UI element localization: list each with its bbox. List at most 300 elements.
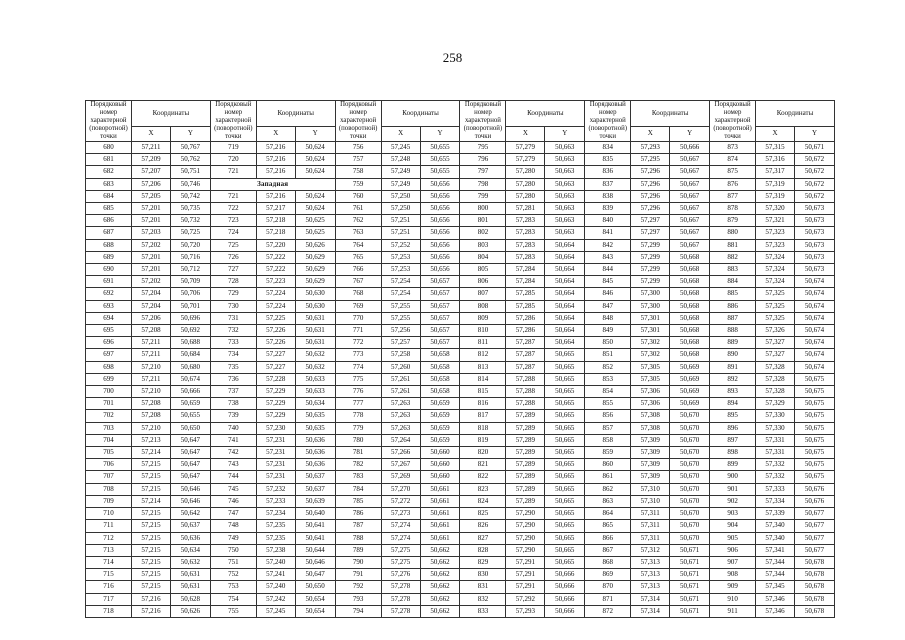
x-cell: 57,291 (506, 556, 545, 568)
y-cell: 50,671 (670, 581, 710, 593)
x-cell: 57,226 (256, 337, 295, 349)
table-row (86, 251, 835, 263)
coordinates-table (85, 100, 835, 618)
y-cell: 50,662 (420, 544, 460, 556)
x-cell: 57,210 (132, 422, 171, 434)
point-number-cell: 815 (460, 386, 506, 398)
x-cell: 57,217 (256, 203, 295, 215)
y-cell: 50,671 (794, 142, 834, 154)
y-cell: 50,674 (794, 300, 834, 312)
y-cell: 50,667 (670, 227, 710, 239)
point-number-cell: 783 (335, 471, 381, 483)
y-cell: 50,666 (170, 386, 210, 398)
x-cell: 57,251 (381, 227, 420, 239)
y-cell: 50,663 (545, 215, 585, 227)
y-cell: 50,742 (170, 190, 210, 202)
x-cell: 57,231 (256, 447, 295, 459)
y-cell: 50,670 (670, 410, 710, 422)
point-number-cell: 879 (710, 215, 756, 227)
point-number-cell: 884 (710, 276, 756, 288)
y-cell: 50,668 (670, 325, 710, 337)
point-number-cell: 894 (710, 398, 756, 410)
x-cell: 57,266 (381, 447, 420, 459)
x-cell: 57,332 (756, 459, 795, 471)
x-cell: 57,296 (631, 166, 670, 178)
header-coordinates: Координаты (256, 101, 335, 127)
point-number-cell: 907 (710, 556, 756, 568)
y-cell: 50,735 (170, 203, 210, 215)
x-cell: 57,297 (631, 215, 670, 227)
y-cell: 50,676 (794, 495, 834, 507)
point-number-cell: 799 (460, 190, 506, 202)
point-number-cell: 690 (86, 264, 132, 276)
x-cell: 57,310 (631, 483, 670, 495)
x-cell: 57,257 (381, 337, 420, 349)
y-cell: 50,665 (545, 508, 585, 520)
point-number-cell: 832 (460, 593, 506, 605)
point-number-cell: 857 (585, 422, 631, 434)
x-cell: 57,267 (381, 459, 420, 471)
point-number-cell: 754 (210, 593, 256, 605)
point-number-cell: 725 (210, 239, 256, 251)
y-cell: 50,662 (420, 605, 460, 617)
point-number-cell: 700 (86, 386, 132, 398)
y-cell: 50,655 (420, 154, 460, 166)
y-cell: 50,631 (295, 312, 335, 324)
x-cell: 57,309 (631, 471, 670, 483)
point-number-cell: 852 (585, 361, 631, 373)
y-cell: 50,663 (545, 154, 585, 166)
y-cell: 50,674 (794, 349, 834, 361)
y-cell: 50,670 (670, 508, 710, 520)
y-cell: 50,746 (170, 178, 210, 190)
x-cell: 57,227 (256, 361, 295, 373)
point-number-cell: 883 (710, 264, 756, 276)
point-number-cell: 807 (460, 288, 506, 300)
y-cell: 50,664 (545, 300, 585, 312)
x-cell: 57,310 (631, 495, 670, 507)
y-cell: 50,655 (170, 410, 210, 422)
point-number-cell: 713 (86, 544, 132, 556)
y-cell: 50,657 (420, 337, 460, 349)
point-number-cell: 895 (710, 410, 756, 422)
x-cell: 57,204 (132, 288, 171, 300)
point-number-cell: 812 (460, 349, 506, 361)
x-cell: 57,305 (631, 373, 670, 385)
point-number-cell: 834 (585, 142, 631, 154)
point-number-cell: 858 (585, 434, 631, 446)
x-cell: 57,251 (381, 215, 420, 227)
header-coordinates: Координаты (506, 101, 585, 127)
point-number-cell: 745 (210, 483, 256, 495)
x-cell: 57,261 (381, 373, 420, 385)
x-cell: 57,216 (256, 142, 295, 154)
y-cell: 50,696 (170, 312, 210, 324)
table-row (86, 422, 835, 434)
x-cell: 57,283 (506, 227, 545, 239)
x-cell: 57,204 (132, 300, 171, 312)
point-number-cell: 752 (210, 569, 256, 581)
x-cell: 57,290 (506, 520, 545, 532)
y-cell: 50,665 (545, 410, 585, 422)
x-cell: 57,286 (506, 312, 545, 324)
point-number-cell: 901 (710, 483, 756, 495)
x-cell: 57,328 (756, 361, 795, 373)
x-cell: 57,215 (132, 532, 171, 544)
table-row (86, 312, 835, 324)
y-cell: 50,662 (420, 593, 460, 605)
point-number-cell: 773 (335, 349, 381, 361)
point-number-cell: 906 (710, 544, 756, 556)
y-cell: 50,675 (794, 422, 834, 434)
x-cell: 57,327 (756, 349, 795, 361)
x-cell: 57,302 (631, 349, 670, 361)
point-number-cell: 733 (210, 337, 256, 349)
x-cell: 57,222 (256, 264, 295, 276)
point-number-cell: 819 (460, 434, 506, 446)
x-cell: 57,309 (631, 459, 670, 471)
point-number-cell: 738 (210, 398, 256, 410)
x-cell: 57,231 (256, 459, 295, 471)
point-number-cell: 820 (460, 447, 506, 459)
x-cell: 57,278 (381, 581, 420, 593)
x-cell: 57,211 (132, 349, 171, 361)
y-cell: 50,640 (295, 508, 335, 520)
point-number-cell: 827 (460, 532, 506, 544)
x-cell: 57,341 (756, 544, 795, 556)
y-cell: 50,631 (295, 337, 335, 349)
y-cell: 50,637 (295, 471, 335, 483)
point-number-cell: 761 (335, 203, 381, 215)
y-cell: 50,624 (295, 166, 335, 178)
y-cell: 50,709 (170, 276, 210, 288)
point-number-cell: 886 (710, 300, 756, 312)
x-cell: 57,229 (256, 386, 295, 398)
x-cell: 57,316 (756, 154, 795, 166)
page-number: 258 (442, 50, 463, 65)
x-cell: 57,216 (132, 605, 171, 617)
x-cell: 57,293 (631, 142, 670, 154)
y-cell: 50,672 (794, 166, 834, 178)
y-cell: 50,670 (670, 447, 710, 459)
x-cell: 57,240 (256, 581, 295, 593)
x-cell: 57,215 (132, 520, 171, 532)
y-cell: 50,688 (170, 337, 210, 349)
y-cell: 50,701 (170, 300, 210, 312)
y-cell: 50,663 (545, 227, 585, 239)
x-cell: 57,301 (631, 312, 670, 324)
y-cell: 50,665 (545, 459, 585, 471)
x-cell: 57,299 (631, 239, 670, 251)
y-cell: 50,650 (170, 422, 210, 434)
y-cell: 50,720 (170, 239, 210, 251)
y-cell: 50,677 (794, 520, 834, 532)
coordinates-table-wrapper (85, 100, 835, 618)
x-cell: 57,209 (132, 154, 171, 166)
point-number-cell: 873 (710, 142, 756, 154)
x-cell: 57,272 (381, 495, 420, 507)
point-number-cell: 789 (335, 544, 381, 556)
point-number-cell: 801 (460, 215, 506, 227)
y-cell: 50,626 (170, 605, 210, 617)
y-cell: 50,656 (420, 203, 460, 215)
y-cell: 50,665 (545, 434, 585, 446)
point-number-cell: 726 (210, 251, 256, 263)
x-cell: 57,206 (132, 178, 171, 190)
x-cell: 57,245 (381, 142, 420, 154)
point-number-cell: 785 (335, 495, 381, 507)
x-cell: 57,234 (256, 508, 295, 520)
y-cell: 50,670 (670, 422, 710, 434)
x-cell: 57,312 (631, 544, 670, 556)
x-cell: 57,255 (381, 312, 420, 324)
x-cell: 57,283 (506, 215, 545, 227)
point-number-cell: 682 (86, 166, 132, 178)
x-cell: 57,325 (756, 300, 795, 312)
x-cell: 57,283 (506, 251, 545, 263)
point-number-cell: 780 (335, 434, 381, 446)
y-cell: 50,661 (420, 495, 460, 507)
point-number-cell: 861 (585, 471, 631, 483)
y-cell: 50,661 (420, 532, 460, 544)
y-cell: 50,655 (420, 142, 460, 154)
y-cell: 50,677 (794, 544, 834, 556)
x-cell: 57,218 (256, 215, 295, 227)
y-cell: 50,675 (794, 471, 834, 483)
point-number-cell: 899 (710, 459, 756, 471)
x-cell: 57,201 (132, 264, 171, 276)
y-cell: 50,660 (420, 447, 460, 459)
header-x: X (132, 126, 171, 141)
header-point-number: Порядковый номер характерной (поворотной) точки (210, 101, 256, 142)
y-cell: 50,665 (545, 532, 585, 544)
x-cell: 57,326 (756, 325, 795, 337)
x-cell: 57,249 (381, 166, 420, 178)
header-point-number: Порядковый номер характерной (поворотной) точки (460, 101, 506, 142)
x-cell: 57,229 (256, 398, 295, 410)
header-coordinates: Координаты (631, 101, 710, 127)
point-number-cell: 731 (210, 312, 256, 324)
y-cell: 50,670 (670, 471, 710, 483)
x-cell: 57,254 (381, 288, 420, 300)
y-cell: 50,667 (670, 190, 710, 202)
y-cell: 50,673 (794, 215, 834, 227)
y-cell: 50,665 (545, 520, 585, 532)
y-cell: 50,636 (295, 434, 335, 446)
y-cell: 50,665 (545, 447, 585, 459)
header-y: Y (295, 126, 335, 141)
y-cell: 50,624 (295, 154, 335, 166)
y-cell: 50,647 (170, 471, 210, 483)
y-cell: 50,673 (794, 227, 834, 239)
x-cell: 57,315 (756, 142, 795, 154)
table-row (86, 495, 835, 507)
header-x: X (381, 126, 420, 141)
y-cell: 50,667 (670, 166, 710, 178)
point-number-cell: 721 (210, 166, 256, 178)
table-row (86, 300, 835, 312)
y-cell: 50,674 (794, 361, 834, 373)
x-cell: 57,276 (381, 569, 420, 581)
point-number-cell: 803 (460, 239, 506, 251)
point-number-cell: 691 (86, 276, 132, 288)
point-number-cell: 904 (710, 520, 756, 532)
x-cell: 57,240 (256, 556, 295, 568)
x-cell: 57,211 (132, 373, 171, 385)
x-cell: 57,264 (381, 434, 420, 446)
x-cell: 57,253 (381, 264, 420, 276)
y-cell: 50,657 (420, 312, 460, 324)
x-cell: 57,329 (756, 398, 795, 410)
point-number-cell: 750 (210, 544, 256, 556)
y-cell: 50,669 (670, 373, 710, 385)
x-cell: 57,332 (756, 471, 795, 483)
y-cell: 50,656 (420, 264, 460, 276)
x-cell: 57,345 (756, 581, 795, 593)
point-number-cell: 697 (86, 349, 132, 361)
point-number-cell: 866 (585, 532, 631, 544)
y-cell: 50,668 (670, 288, 710, 300)
point-number-cell: 891 (710, 361, 756, 373)
x-cell: 57,220 (256, 239, 295, 251)
x-cell: 57,208 (132, 325, 171, 337)
y-cell: 50,667 (670, 154, 710, 166)
point-number-cell: 715 (86, 569, 132, 581)
x-cell: 57,288 (506, 386, 545, 398)
y-cell: 50,712 (170, 264, 210, 276)
y-cell: 50,675 (794, 410, 834, 422)
y-cell: 50,660 (420, 459, 460, 471)
point-number-cell: 892 (710, 373, 756, 385)
y-cell: 50,650 (295, 581, 335, 593)
x-cell: 57,306 (631, 398, 670, 410)
point-number-cell: 716 (86, 581, 132, 593)
point-number-cell: 749 (210, 532, 256, 544)
x-cell: 57,215 (132, 483, 171, 495)
x-cell: 57,289 (506, 495, 545, 507)
x-cell: 57,333 (756, 483, 795, 495)
point-number-cell: 804 (460, 251, 506, 263)
x-cell: 57,274 (381, 520, 420, 532)
x-cell: 57,279 (506, 142, 545, 154)
y-cell: 50,674 (794, 288, 834, 300)
y-cell: 50,665 (545, 361, 585, 373)
x-cell: 57,202 (132, 239, 171, 251)
y-cell: 50,646 (170, 483, 210, 495)
point-number-cell: 775 (335, 373, 381, 385)
point-number-cell: 909 (710, 581, 756, 593)
y-cell: 50,668 (670, 251, 710, 263)
y-cell: 50,658 (420, 361, 460, 373)
header-x: X (756, 126, 795, 141)
point-number-cell: 771 (335, 325, 381, 337)
x-cell: 57,346 (756, 593, 795, 605)
point-number-cell: 699 (86, 373, 132, 385)
x-cell: 57,296 (631, 190, 670, 202)
x-cell: 57,331 (756, 434, 795, 446)
x-cell: 57,314 (631, 593, 670, 605)
table-row (86, 264, 835, 276)
y-cell: 50,671 (670, 605, 710, 617)
y-cell: 50,675 (794, 447, 834, 459)
x-cell: 57,296 (631, 178, 670, 190)
table-row (86, 459, 835, 471)
x-cell: 57,344 (756, 569, 795, 581)
point-number-cell: 911 (710, 605, 756, 617)
y-cell: 50,669 (670, 386, 710, 398)
x-cell: 57,290 (506, 544, 545, 556)
point-number-cell: 846 (585, 288, 631, 300)
x-cell: 57,324 (756, 264, 795, 276)
header-x: X (256, 126, 295, 141)
point-number-cell: 870 (585, 581, 631, 593)
point-number-cell: 708 (86, 483, 132, 495)
point-number-cell: 756 (335, 142, 381, 154)
point-number-cell: 744 (210, 471, 256, 483)
point-number-cell: 681 (86, 154, 132, 166)
point-number-cell: 877 (710, 190, 756, 202)
point-number-cell: 781 (335, 447, 381, 459)
point-number-cell: 811 (460, 337, 506, 349)
y-cell: 50,666 (545, 605, 585, 617)
table-row (86, 203, 835, 215)
point-number-cell: 766 (335, 264, 381, 276)
point-number-cell: 784 (335, 483, 381, 495)
table-row (86, 142, 835, 154)
y-cell: 50,662 (420, 581, 460, 593)
x-cell: 57,314 (631, 605, 670, 617)
x-cell: 57,245 (256, 605, 295, 617)
x-cell: 57,324 (756, 251, 795, 263)
point-number-cell: 813 (460, 361, 506, 373)
point-number-cell: 797 (460, 166, 506, 178)
y-cell: 50,680 (170, 361, 210, 373)
point-number-cell: 842 (585, 239, 631, 251)
x-cell: 57,288 (506, 398, 545, 410)
x-cell: 57,214 (132, 495, 171, 507)
table-row (86, 154, 835, 166)
x-cell: 57,261 (381, 386, 420, 398)
x-cell: 57,301 (631, 325, 670, 337)
y-cell: 50,678 (794, 593, 834, 605)
point-number-cell: 793 (335, 593, 381, 605)
y-cell: 50,665 (545, 483, 585, 495)
y-cell: 50,670 (670, 520, 710, 532)
point-number-cell: 829 (460, 556, 506, 568)
y-cell: 50,675 (794, 398, 834, 410)
y-cell: 50,657 (420, 276, 460, 288)
y-cell: 50,631 (295, 325, 335, 337)
y-cell: 50,636 (295, 447, 335, 459)
x-cell: 57,285 (506, 288, 545, 300)
y-cell: 50,732 (170, 215, 210, 227)
point-number-cell: 841 (585, 227, 631, 239)
y-cell: 50,637 (170, 520, 210, 532)
y-cell: 50,665 (545, 422, 585, 434)
table-row (86, 544, 835, 556)
y-cell: 50,642 (170, 508, 210, 520)
y-cell: 50,661 (420, 520, 460, 532)
x-cell: 57,213 (132, 434, 171, 446)
x-cell: 57,295 (631, 154, 670, 166)
x-cell: 57,289 (506, 434, 545, 446)
x-cell: 57,288 (506, 373, 545, 385)
point-number-cell: 768 (335, 288, 381, 300)
point-number-cell: 831 (460, 581, 506, 593)
point-number-cell: 889 (710, 337, 756, 349)
x-cell: 57,254 (381, 276, 420, 288)
x-cell: 57,232 (256, 483, 295, 495)
